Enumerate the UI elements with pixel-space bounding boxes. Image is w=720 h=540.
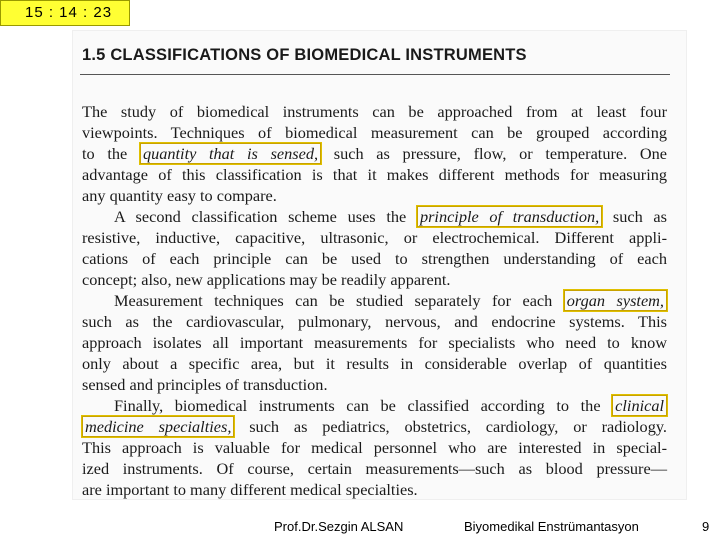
text-line [114,206,667,227]
highlight-organ-system: organ system, [564,290,667,311]
text-line: sensed and principles of transduction. [82,375,328,394]
section-heading: 1.5 CLASSIFICATIONS OF BIOMEDICAL INSTRUMENTS [82,46,527,64]
text-fragment: Measurement techniques can be studied separately for each [114,291,553,310]
footer-course: Biyomedikal Enstrümantasyon [464,519,639,534]
text-fragment: to the [82,144,128,163]
text-line: concept; also, new applications may be readily apparent. [82,270,451,289]
text-line: approach isolates all important measurements for specialists who need to know [82,333,667,352]
text-line: This approach is valuable for medical personnel who are interested in special- [82,438,667,457]
footer-page-number: 9 [702,519,710,534]
text-line: cations of each principle can be used to strengthen understanding of each [82,249,667,268]
slide-timer: 15 : 14 : 23 [0,0,130,26]
text-line: such as the cardiovascular, pulmonary, nervous, and endocrine systems. This [82,312,667,331]
highlight-clinical: clinical [612,395,667,416]
text-line [82,416,667,437]
highlight-quantity-sensed: quantity that is sensed, [140,143,321,164]
text-line: viewpoints. Techniques of biomedical measurement can be grouped according [82,123,667,142]
text-line: any quantity easy to compare. [82,186,277,205]
text-line [114,290,667,311]
text-fragment: such as pediatrics, obstetrics, cardiology, or radiology. [249,417,667,436]
highlight-medicine-specialties: medicine specialties, [82,416,234,437]
text-fragment: A second classification scheme uses the [114,207,407,226]
text-fragment: such as [612,207,667,226]
text-fragment: Finally, biomedical instruments can be classified according to the [114,396,601,415]
text-line: advantage of this classification is that it makes different methods for measuring [82,165,667,184]
text-line: ized instruments. Of course, certain measurements—such as blood pressure— [82,459,667,478]
text-fragment: such as pressure, flow, or temperature. One [333,144,668,163]
text-line: only about a specific area, but it results in considerable overlap of quantities [82,354,667,373]
highlight-principle-transduction: principle of transduction, [417,206,602,227]
text-line [114,395,667,416]
heading-rule [80,74,670,75]
text-line: The study of biomedical instruments can be approached from at least four [82,102,667,121]
text-line: resistive, inductive, capacitive, ultrasonic, or electrochemical. Different appli- [82,228,667,247]
text-line: are important to many different medical specialties. [82,480,418,499]
footer-author: Prof.Dr.Sezgin ALSAN [274,519,404,534]
text-line [82,143,667,164]
